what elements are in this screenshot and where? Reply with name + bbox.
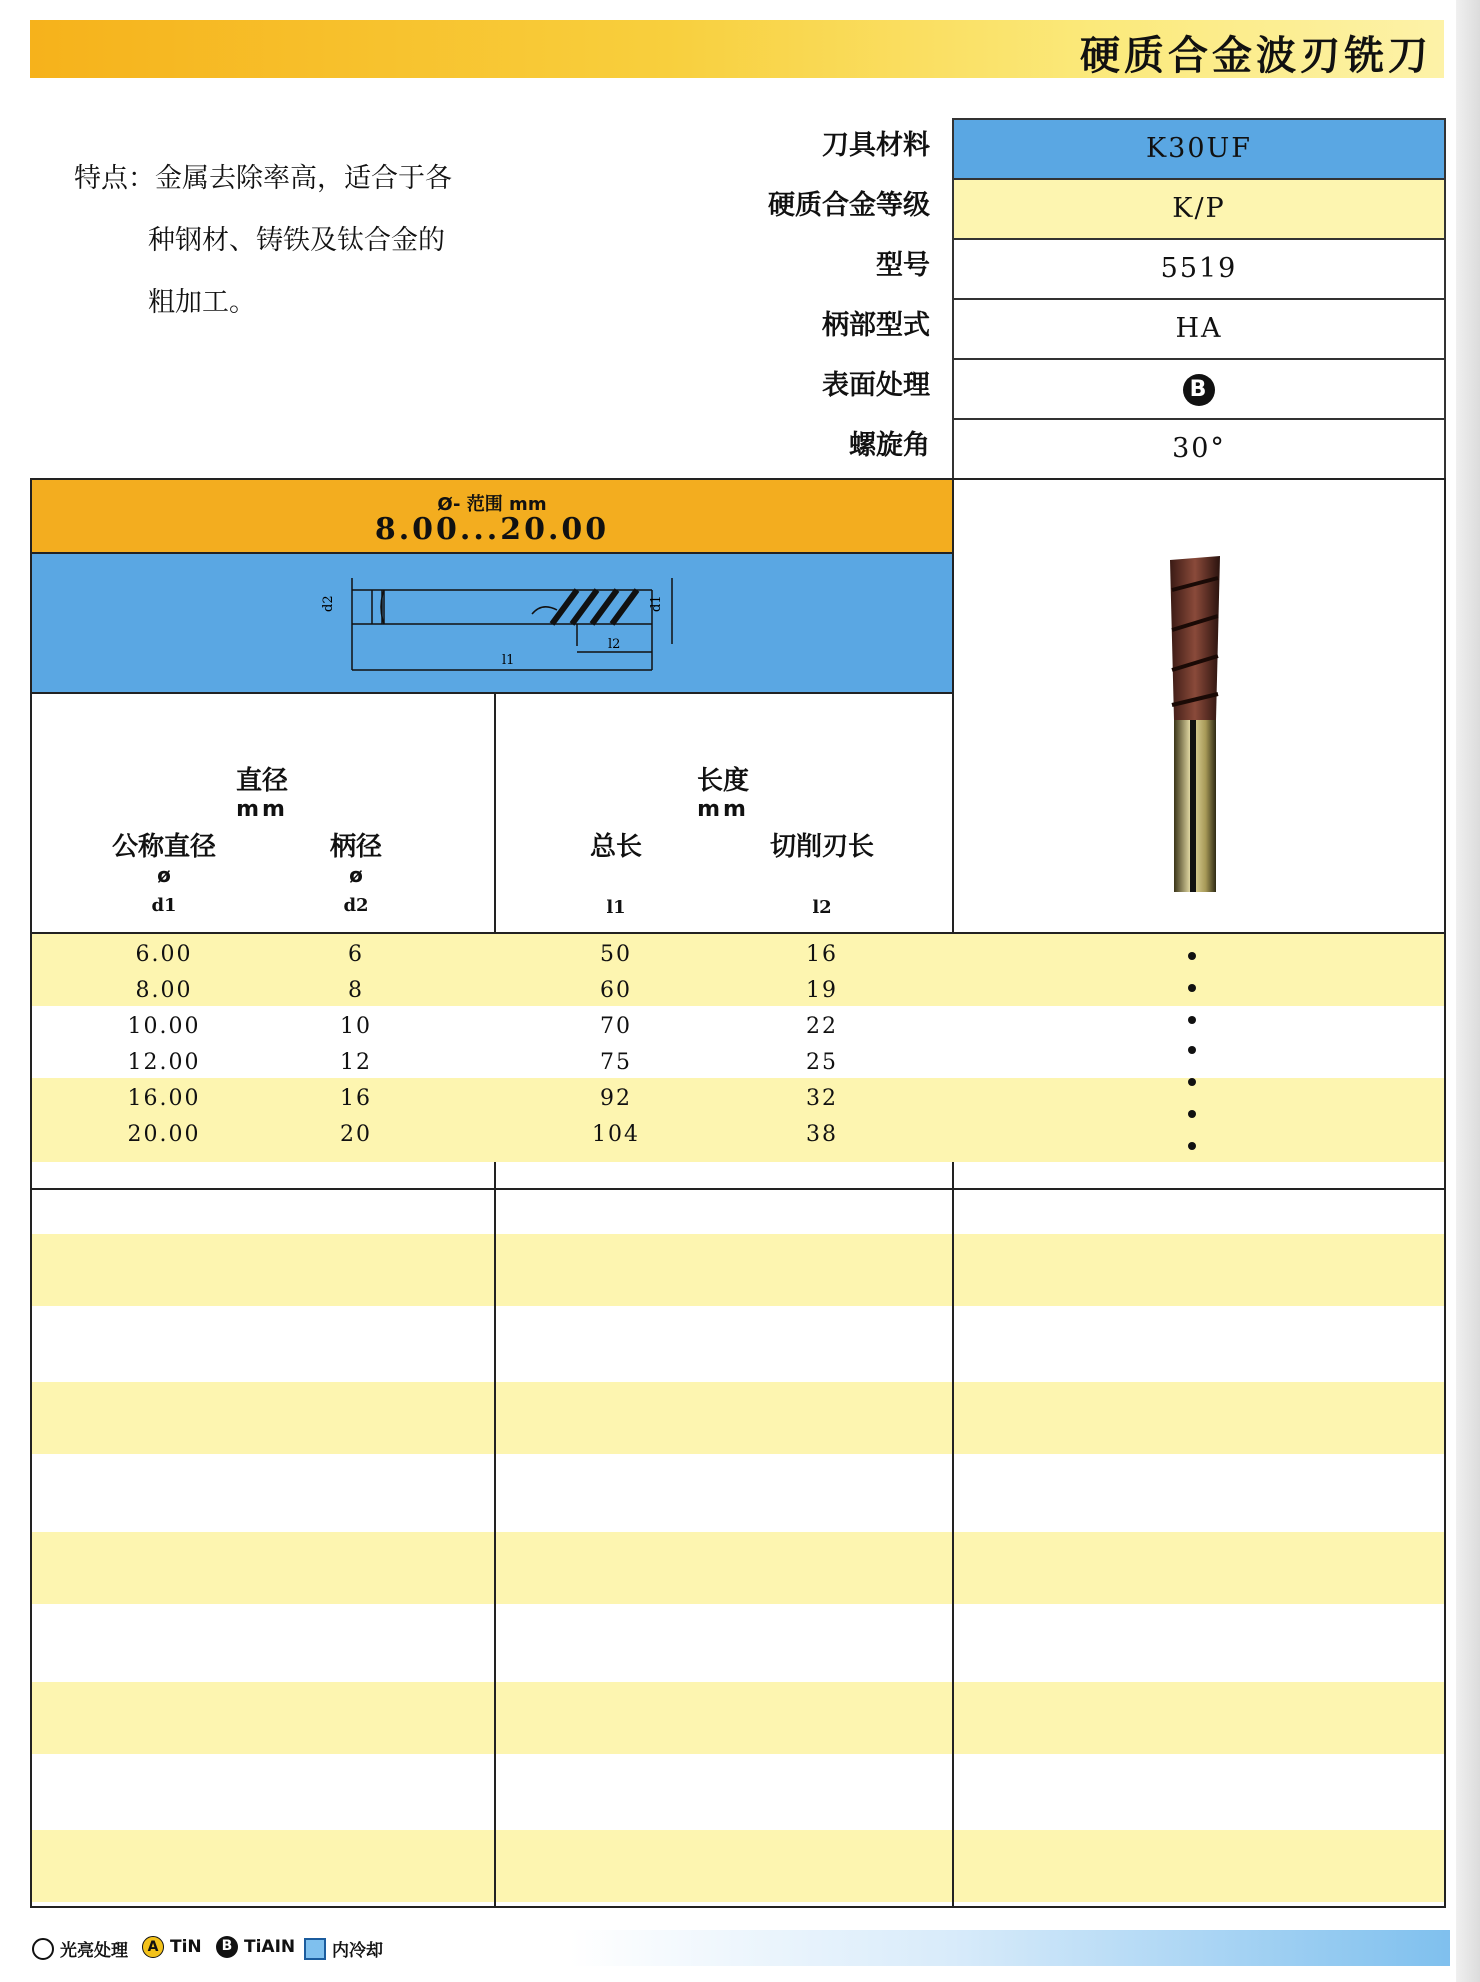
diagram-label-l2: l2 (608, 637, 621, 652)
cell-l2: 32 (806, 1086, 838, 1111)
feature-line-2: 种钢材、铸铁及钛合金的 (148, 225, 445, 256)
length-header (494, 760, 952, 822)
diameter-title: 直径 (235, 766, 288, 796)
cell-l2: 16 (806, 942, 838, 967)
range-label: Ø- 范围 mm (437, 494, 547, 515)
range-value: 8.00...20.00 (374, 512, 610, 547)
availability-dot (1188, 952, 1196, 960)
prop-value-coating (954, 360, 1444, 420)
end-mill-drawing-icon (32, 554, 952, 692)
prop-value-helix: 30° (1172, 433, 1226, 464)
tool-diagram-panel (30, 554, 954, 694)
badge-b-icon: B (216, 1936, 238, 1958)
page-title: 硬质合金波刃铣刀 (1080, 33, 1432, 79)
prop-value-shank: HA (954, 300, 1444, 360)
table-stripe (32, 1532, 1444, 1604)
column-divider (494, 694, 496, 1908)
availability-dot (1188, 1078, 1196, 1086)
header-d2-sub: d2 (343, 895, 369, 916)
header-l1-sub: l1 (606, 897, 626, 918)
prop-value-material: K30UF (954, 120, 1444, 180)
coating-b-badge-icon: B (1183, 374, 1215, 406)
cell-l1: 104 (592, 1122, 640, 1147)
diagram-label-d1: d1 (649, 595, 664, 612)
cell-d1: 20.00 (127, 1122, 201, 1147)
column-divider (952, 478, 954, 1908)
prop-label-model: 型号 (876, 250, 930, 281)
header-l2-label: 切削刃长 (769, 832, 874, 862)
legend-tiain (216, 1936, 295, 1958)
cell-d2: 6 (348, 942, 364, 967)
cell-d1: 10.00 (127, 1014, 201, 1039)
cell-d1: 12.00 (127, 1050, 201, 1075)
header-l2-sub: l2 (812, 897, 832, 918)
prop-label-coating: 表面处理 (822, 370, 930, 401)
cell-d2: 20 (340, 1122, 372, 1147)
header-l1-label: 总长 (589, 832, 642, 862)
header-l1 (516, 826, 716, 918)
table-stripe (32, 1682, 1444, 1754)
prop-label-material: 刀具材料 (822, 130, 930, 161)
square-blue-icon (304, 1938, 326, 1960)
header-d1 (64, 826, 264, 916)
cell-d2: 12 (340, 1050, 372, 1075)
cell-l2: 19 (806, 978, 838, 1003)
availability-dot (1188, 1110, 1196, 1118)
legend-tiain-label: TiAIN (244, 1937, 296, 1957)
length-title: 长度 (696, 766, 749, 796)
legend-bright (32, 1936, 128, 1961)
table-stripe (32, 1830, 1444, 1902)
cell-d1: 6.00 (135, 942, 193, 967)
end-mill-photo-icon (1160, 550, 1230, 895)
diagram-label-d2: d2 (321, 595, 336, 612)
prop-label-grade: 硬质合金等级 (768, 190, 930, 221)
header-d2 (256, 826, 456, 916)
badge-a-icon: A (142, 1936, 164, 1958)
row-divider (30, 1188, 1446, 1190)
header-d1-sub: d1 (151, 895, 177, 916)
cell-l2: 25 (806, 1050, 838, 1075)
cell-l1: 50 (600, 942, 632, 967)
header-d1-label: 公称直径 (111, 832, 216, 862)
cell-l2: 38 (806, 1122, 838, 1147)
header-d2-sym: ø (349, 863, 363, 887)
feature-line-1: 特点：金属去除率高，适合于各 (74, 163, 452, 194)
cell-l2: 22 (806, 1014, 838, 1039)
cell-l1: 60 (600, 978, 632, 1003)
circle-outline-icon (32, 1938, 54, 1960)
header-d2-label: 柄径 (329, 832, 382, 862)
cell-l1: 75 (600, 1050, 632, 1075)
legend-tin (142, 1936, 202, 1958)
table-stripe (32, 1234, 1444, 1306)
range-header (30, 478, 954, 554)
availability-dot (1188, 1142, 1196, 1150)
feature-description (74, 148, 534, 334)
diameter-unit: mm (236, 797, 288, 822)
prop-value-grade: K/P (954, 180, 1444, 240)
diameter-header (30, 760, 494, 822)
table-stripe (32, 1382, 1444, 1454)
header-d1-sym: ø (157, 863, 171, 887)
availability-dot (1188, 1016, 1196, 1024)
cell-l1: 92 (600, 1086, 632, 1111)
legend-tin-label: TiN (170, 1937, 202, 1957)
legend-coolant-label: 内冷却 (332, 1941, 383, 1961)
availability-dot (1188, 1046, 1196, 1054)
legend-coolant (304, 1936, 383, 1961)
feature-line-3: 粗加工。 (148, 287, 256, 318)
availability-dot (1188, 984, 1196, 992)
prop-label-shank: 柄部型式 (822, 310, 930, 341)
cell-d2: 16 (340, 1086, 372, 1111)
page-edge (1456, 0, 1480, 1982)
cell-d2: 10 (340, 1014, 372, 1039)
cell-d1: 16.00 (127, 1086, 201, 1111)
header-l2 (722, 826, 922, 918)
cell-l1: 70 (600, 1014, 632, 1039)
diagram-label-l1: l1 (502, 653, 515, 668)
legend-bright-label: 光亮处理 (60, 1941, 128, 1961)
cell-d1: 8.00 (135, 978, 193, 1003)
cell-d2: 8 (348, 978, 364, 1003)
prop-label-helix: 螺旋角 (849, 430, 930, 461)
length-unit: mm (697, 797, 749, 822)
prop-value-model: 5519 (954, 240, 1444, 300)
